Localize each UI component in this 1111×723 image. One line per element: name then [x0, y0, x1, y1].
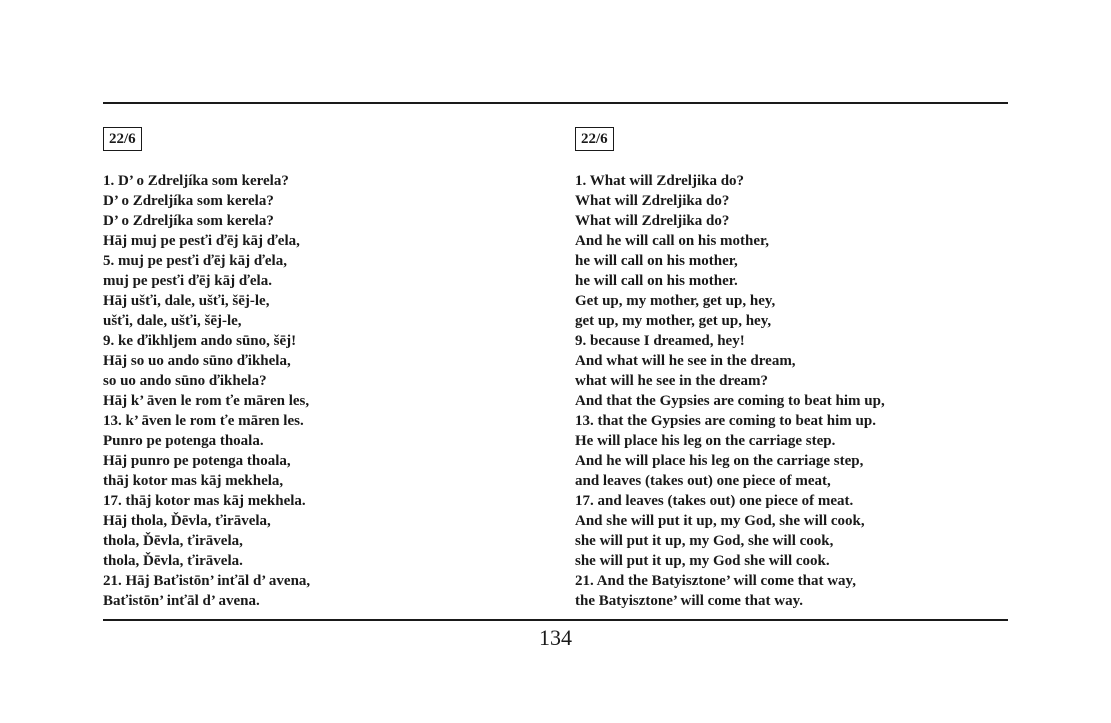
verse-line: what will he see in the dream? [575, 373, 769, 389]
verse-line: 21. Hāj Baťistōn’ inťāl d’ avena, [103, 573, 311, 589]
verse-line: And that the Gypsies are coming to beat him up, [575, 393, 885, 409]
verse-line: What will Zdreljika do? [575, 193, 730, 209]
original-text-column [103, 127, 543, 611]
verse-line: 17. thāj kotor mas kāj mekhela. [103, 493, 306, 509]
verse-line: He will place his leg on the carriage step. [575, 433, 836, 449]
verse-line: she will put it up, my God she will cook. [575, 553, 830, 569]
verse-line: 17. and leaves (takes out) one piece of meat. [575, 493, 854, 509]
verse-line: thāj kotor mas kāj mekhela, [103, 473, 284, 489]
poem-id-box-translation: 22/6 [575, 127, 614, 151]
verse-line: Hāj punro pe potenga thoala, [103, 453, 291, 469]
verse-line: 5. muj pe pesťi ďēj kāj ďela, [103, 253, 287, 269]
verse-line: get up, my mother, get up, hey, [575, 313, 772, 329]
verse-line: the Batyisztone’ will come that way. [575, 593, 804, 609]
verse-line: 1. D’ o Zdreljíka som kerela? [103, 173, 289, 189]
bottom-rule [103, 619, 1008, 621]
page-number: 134 [539, 625, 572, 650]
verse-line: ušťi, dale, ušťi, šēj-le, [103, 313, 242, 329]
verse-line: 9. ke ďikhljem ando sūno, šēj! [103, 333, 297, 349]
verse-line: muj pe pesťi ďēj kāj ďela. [103, 273, 272, 289]
translation-verse-lines [575, 171, 1008, 611]
verse-line: Punro pe potenga thoala. [103, 433, 264, 449]
verse-line: Get up, my mother, get up, hey, [575, 293, 776, 309]
original-verse-lines [103, 171, 543, 611]
verse-line: he will call on his mother. [575, 273, 738, 289]
verse-line: so uo ando sūno ďikhela? [103, 373, 267, 389]
verse-line: And he will call on his mother, [575, 233, 770, 249]
verse-line: 1. What will Zdreljika do? [575, 173, 745, 189]
verse-line: D’ o Zdreljíka som kerela? [103, 213, 274, 229]
top-rule [103, 102, 1008, 104]
verse-line: he will call on his mother, [575, 253, 738, 269]
verse-line: D’ o Zdreljíka som kerela? [103, 193, 274, 209]
translation-column [575, 127, 1008, 611]
verse-line: And he will place his leg on the carriage step, [575, 453, 864, 469]
verse-line: Hāj k’ āven le rom ťe māren les, [103, 393, 310, 409]
verse-line: Baťistōn’ inťāl d’ avena. [103, 593, 260, 609]
verse-line: 9. because I dreamed, hey! [575, 333, 745, 349]
verse-line: What will Zdreljika do? [575, 213, 730, 229]
verse-line: Hāj thola, Ďēvla, ťirāvela, [103, 513, 271, 529]
verse-line: And she will put it up, my God, she will cook, [575, 513, 865, 529]
verse-line: 13. k’ āven le rom ťe māren les. [103, 413, 304, 429]
verse-line: Hāj ušťi, dale, ušťi, šēj-le, [103, 293, 270, 309]
verse-line: And what will he see in the dream, [575, 353, 796, 369]
verse-line: Hāj muj pe pesťi ďēj kāj ďela, [103, 233, 300, 249]
verse-line: thola, Ďēvla, ťirāvela, [103, 533, 243, 549]
verse-line: thola, Ďēvla, ťirāvela. [103, 553, 243, 569]
verse-line: and leaves (takes out) one piece of meat, [575, 473, 831, 489]
verse-line: she will put it up, my God, she will cook, [575, 533, 834, 549]
verse-line: 21. And the Batyisztone’ will come that way, [575, 573, 856, 589]
verse-line: Hāj so uo ando sūno ďikhela, [103, 353, 291, 369]
verse-line: 13. that the Gypsies are coming to beat him up. [575, 413, 876, 429]
poem-id-box-original: 22/6 [103, 127, 142, 151]
